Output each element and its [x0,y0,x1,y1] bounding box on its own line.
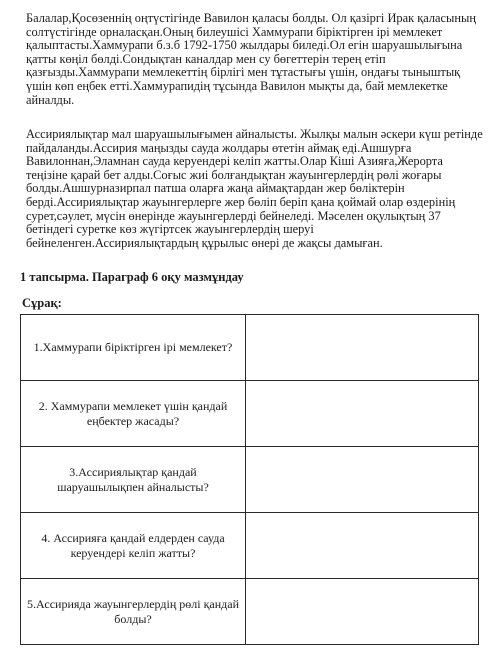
answer-cell[interactable] [246,381,479,447]
answer-cell[interactable] [246,315,479,381]
task-title: 1 тапсырма. Параграф 6 оқу мазмұндау [20,270,244,284]
table-row [21,447,479,513]
questions-table [20,314,479,645]
question-cell: 5.Ассирияда жауынгерлердің рөлі қандай болды? [21,579,246,645]
table-row [21,513,479,579]
question-cell: 2. Хаммурапи мемлекет үшін қандай еңбектер жасады? [21,381,246,447]
table-row [21,315,479,381]
answer-cell[interactable] [246,579,479,645]
table-row [21,381,479,447]
answer-cell[interactable] [246,447,479,513]
question-label: Сұрақ: [22,296,62,310]
paragraph-babylon: Балалар,Қосөзеннің оңтүстігінде Вавилон қаласы болды. Ол қазіргі Ирак қаласының солтүстігінде орналасқан.Оның билеушісі Хаммурапи біріктірген ірі мемлекет қалыптасты.Хаммурапи б.з.б 1792-1750 жылдары биледі.Ол егін шаруашылығына қатты көңіл бөлді.Сондықтан каналдар мен су бөгеттерін терең етіп қазғызды.Хаммурапи мемлекеттің бірлігі мен тұтастығы үшін, ондағы тыныштық үшін көп еңбек етті.Хаммурапидің тұсында Вавилон мықты да, бай мемлекетке айналды. [26,11,476,107]
table-row [21,579,479,645]
paragraph-assyria: Ассириялықтар мал шаруашылығымен айналысты. Жылқы малын әскери күш ретінде пайдаланды.Ассирия маңызды сауда жолдары өтетін аймақ еді.Ашшурға Вавилоннан,Эламнан сауда керуендері келіп жатты.Олар Кіші Азияға,Жерорта теңізіне қарай бет алды.Соғыс жиі болғандықтан жауынгерлердің рөлі жоғары болды.Ашшурназирпал патша оларға жаңа аймақтардан жер бөліктерін берді.Ассириялықтар жауынгерлерге жер бөліп беріп қана қоймай олар өздерінің сурет,сәулет, мүсін өнерінде жауынгерлерді бейнеледі. Мәселен оқулықтың 37 бетіндегі суретке көз жүгіртсек жауынгерлердің шеруі бейнеленген.Ассириялықтардың құрылыс өнері де жақсы дамыған. [26,127,483,250]
question-cell: 1.Хаммурапи біріктірген ірі мемлекет? [21,315,246,381]
answer-cell[interactable] [246,513,479,579]
question-cell: 4. Ассирияға қандай елдерден сауда керуендері келіп жатты? [21,513,246,579]
question-cell: 3.Ассириялықтар қандай шаруашылықпен айналысты? [21,447,246,513]
